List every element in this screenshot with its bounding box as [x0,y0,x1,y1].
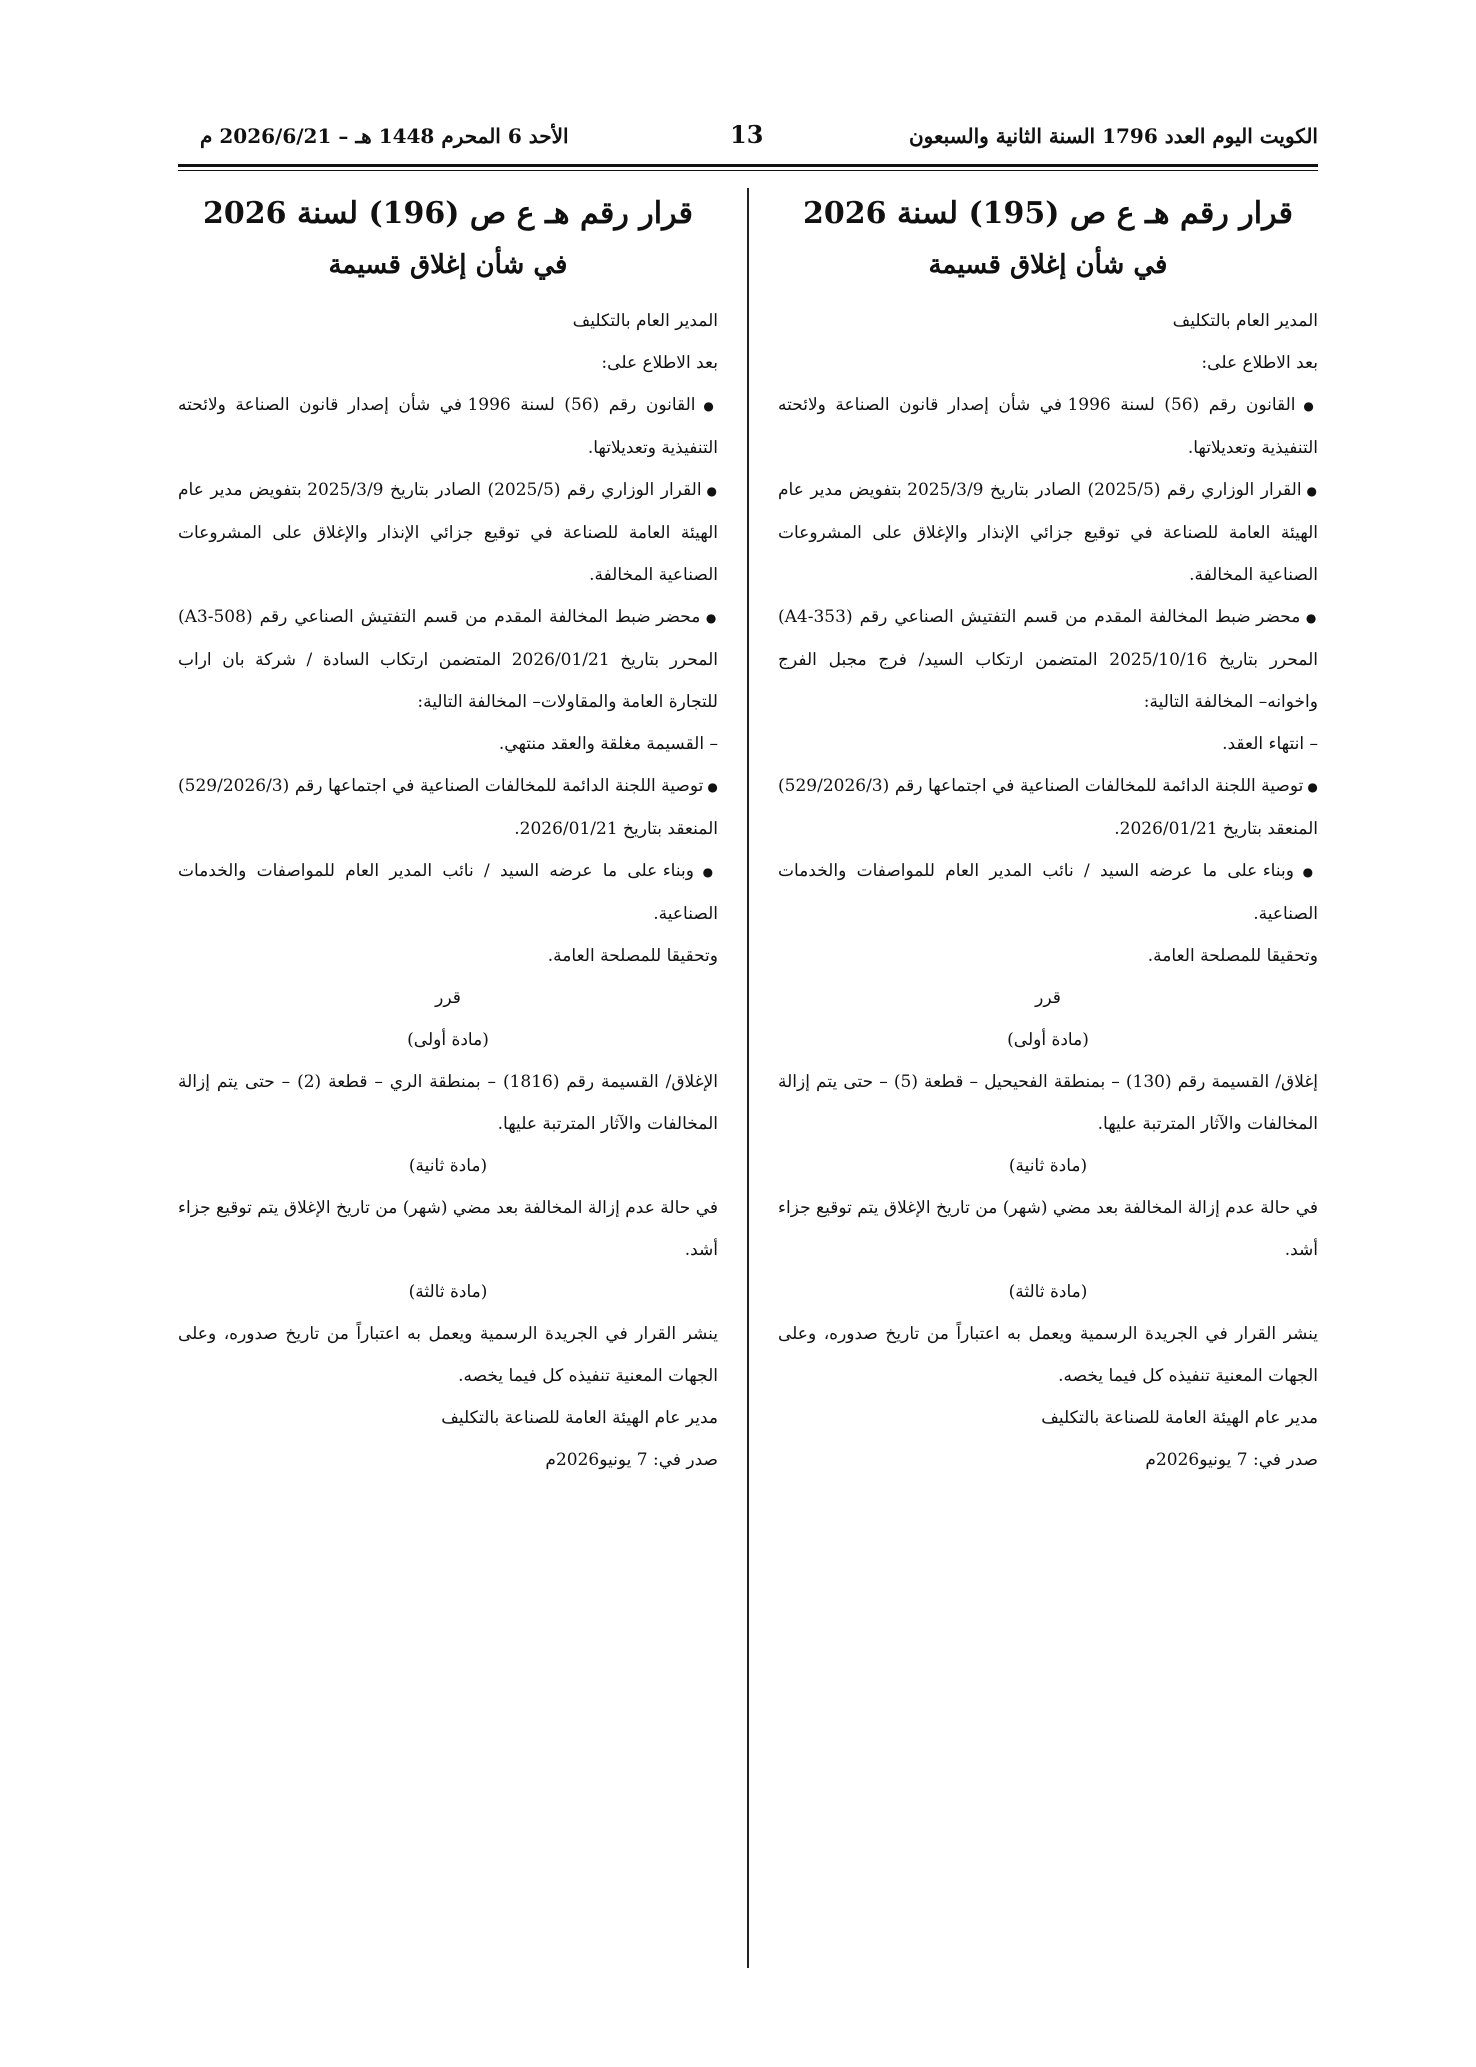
header-rule-thick [178,164,1318,167]
preamble-item: ● محضر ضبط المخالفة المقدم من قسم التفتيش الصناعي رقم (A3-508) المحرر بتاريخ 2026/01/21 المتضمن ارتكاب السادة / شركة بان اراب للتجارة العامة والمقاولات– المخالفة التالية: [178,596,718,723]
column-divider [747,188,749,1968]
decision-subtitle: في شأن إغلاق قسيمة [328,250,568,280]
article-1-heading: (مادة أولى) [407,1030,489,1050]
decision-title: قرار رقم هـ ع ص (195) لسنة 2026 [803,196,1293,231]
article-2-heading: (مادة ثانية) [408,1156,488,1176]
preamble-item: ● وبناء على ما عرضه السيد / نائب المدير العام للمواصفات والخدمات الصناعية. [178,850,718,935]
article-3-text: ينشر القرار في الجريدة الرسمية ويعمل به اعتباراً من تاريخ صدوره، وعلى الجهات المعنية تنفيذه كل فيما يخصه. [778,1324,1318,1386]
page-header [178,118,1318,160]
header-publication: الكويت اليوم العدد 1796 السنة الثانية والسبعون [908,124,1318,148]
preamble-item: ● القرار الوزاري رقم (2025/5) الصادر بتاريخ 2025/3/9 بتفويض مدير عام الهيئة العامة للصناعة في توقيع جزائي الإنذار والإغلاق على المشروعات الصناعية المخالفة. [778,469,1318,596]
signature: مدير عام الهيئة العامة للصناعة بالتكليف [1041,1408,1318,1428]
decision-196-column [178,188,718,1481]
violation-line: – انتهاء العقد. [1222,734,1318,754]
public-interest-line: وتحقيقا للمصلحة العامة. [1147,946,1318,966]
decided-heading: قرر [1035,988,1061,1008]
preamble-item: ● وبناء على ما عرضه السيد / نائب المدير العام للمواصفات والخدمات الصناعية. [778,850,1318,935]
decision-subtitle: في شأن إغلاق قسيمة [928,250,1168,280]
article-3-text: ينشر القرار في الجريدة الرسمية ويعمل به اعتباراً من تاريخ صدوره، وعلى الجهات المعنية تنفيذه كل فيما يخصه. [178,1324,718,1386]
public-interest-line: وتحقيقا للمصلحة العامة. [547,946,718,966]
preamble-item: ● محضر ضبط المخالفة المقدم من قسم التفتيش الصناعي رقم (A4-353) المحرر بتاريخ 2025/10/16 المتضمن ارتكاب السيد/ فرج مجبل الفرج واخوانه– المخالفة التالية: [778,596,1318,723]
after-review: بعد الاطلاع على: [1201,353,1318,373]
article-3-heading: (مادة ثالثة) [1008,1282,1088,1302]
page-number: 13 [730,120,764,149]
preamble-item: ● توصية اللجنة الدائمة للمخالفات الصناعية في اجتماعها رقم (529/2026/3) المنعقد بتاريخ 2026/01/21. [778,765,1318,850]
article-2-text: في حالة عدم إزالة المخالفة بعد مضي (شهر) من تاريخ الإغلاق يتم توقيع جزاء أشد. [178,1198,718,1260]
issue-date: صدر في: 7 يونيو2026م [1145,1450,1318,1470]
signature: مدير عام الهيئة العامة للصناعة بالتكليف [441,1408,718,1428]
issue-date: صدر في: 7 يونيو2026م [545,1450,718,1470]
issuer-role: المدير العام بالتكليف [572,311,718,331]
preamble-item: ● القرار الوزاري رقم (2025/5) الصادر بتاريخ 2025/3/9 بتفويض مدير عام الهيئة العامة للصناعة في توقيع جزائي الإنذار والإغلاق على المشروعات الصناعية المخالفة. [178,469,718,596]
preamble-item: ● توصية اللجنة الدائمة للمخالفات الصناعية في اجتماعها رقم (529/2026/3) المنعقد بتاريخ 2026/01/21. [178,765,718,850]
article-1-heading: (مادة أولى) [1007,1030,1089,1050]
decision-title: قرار رقم هـ ع ص (196) لسنة 2026 [203,196,693,231]
article-1-text: إغلاق/ القسيمة رقم (130) – بمنطقة الفحيحيل – قطعة (5) – حتى يتم إزالة المخالفات والآثار المترتبة عليها. [778,1072,1318,1134]
article-3-heading: (مادة ثالثة) [408,1282,488,1302]
issuer-role: المدير العام بالتكليف [1172,311,1318,331]
article-1-text: الإغلاق/ القسيمة رقم (1816) – بمنطقة الري – قطعة (2) – حتى يتم إزالة المخالفات والآثار المترتبة عليها. [178,1072,719,1134]
decided-heading: قرر [435,988,461,1008]
decision-195-column [778,188,1318,1481]
after-review: بعد الاطلاع على: [601,353,718,373]
header-rule-thin [178,170,1318,171]
header-date: الأحد 6 المحرم 1448 هـ – 2026/6/21 م [200,124,569,148]
article-2-text: في حالة عدم إزالة المخالفة بعد مضي (شهر) من تاريخ الإغلاق يتم توقيع جزاء أشد. [778,1198,1318,1260]
preamble-item: ● القانون رقم (56) لسنة 1996 في شأن إصدار قانون الصناعة ولائحته التنفيذية وتعديلاتها. [178,384,718,469]
violation-line: – القسيمة مغلقة والعقد منتهي. [498,734,718,754]
preamble-item: ● القانون رقم (56) لسنة 1996 في شأن إصدار قانون الصناعة ولائحته التنفيذية وتعديلاتها. [778,384,1318,469]
article-2-heading: (مادة ثانية) [1008,1156,1088,1176]
